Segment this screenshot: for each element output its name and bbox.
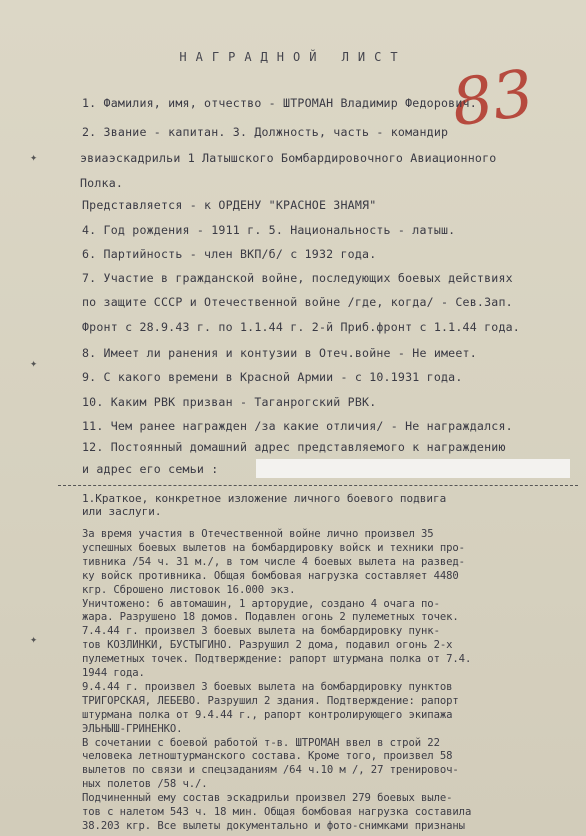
body-line: ку войск противника. Общая бомбовая нагрузка составляет 4480 bbox=[82, 569, 459, 582]
header-line: и адрес его семьи : bbox=[82, 462, 219, 476]
document-title: НАГРАДНОЙ ЛИСТ bbox=[179, 50, 407, 64]
body-line: тивника /54 ч. 31 м./, в том числе 4 боевых вылета на развед- bbox=[82, 555, 465, 568]
header-line: 8. Имеет ли ранения и контузии в Отеч.войне - Не имеет. bbox=[82, 346, 477, 360]
body-line: 1944 года. bbox=[82, 667, 145, 679]
body-line: вылетов по связи и спецзаданиям /64 ч.10 м /, 27 тренировоч- bbox=[82, 764, 459, 777]
body-line: жара. Разрушено 18 домов. Подавлен огонь 2 пулеметных точек. bbox=[82, 611, 459, 624]
header-line: 11. Чем ранее награжден /за какие отличия/ - Не награждался. bbox=[82, 419, 513, 433]
body-line: кгр. Сброшено листовок 16.000 экз. bbox=[82, 583, 296, 596]
header-line: 10. Каким РВК призван - Таганрогский РВК. bbox=[82, 395, 377, 409]
header-line: эвиаэскадрильи 1 Латышского Бомбардировочного Авиационного bbox=[80, 151, 497, 165]
punch-hole-icon: ✦ bbox=[30, 632, 38, 646]
body-line: В сочетании с боевой работой т-в. ШТРОМАН ввел в строй 22 bbox=[82, 736, 440, 749]
handwritten-number: 83 bbox=[447, 56, 539, 142]
section-title-line: или заслуги. bbox=[82, 505, 162, 518]
body-line: ных полетов /58 ч./. bbox=[82, 778, 208, 791]
body-line: ТРИГОРСКАЯ, ЛЕБЕВО. Разрушил 2 здания. Подтверждение: рапорт bbox=[82, 694, 459, 707]
header-line: 9. С какого времени в Красной Армии - с 10.1931 года. bbox=[82, 370, 463, 384]
body-line: 9.4.44 г. произвел 3 боевых вылета на бомбардировку пунктов bbox=[82, 680, 453, 693]
body-line: пулеметных точек. Подтверждение: рапорт штурмана полка от 7.4. bbox=[82, 653, 472, 666]
punch-hole-icon: ✦ bbox=[30, 356, 38, 370]
header-line: 6. Партийность - член ВКП/б/ с 1932 года. bbox=[82, 247, 377, 261]
punch-hole-icon: ✦ bbox=[30, 150, 38, 164]
header-line: 7. Участие в гражданской войне, последующих боевых действиях bbox=[82, 271, 513, 285]
body-line: тов КОЗЛИНКИ, БУСТЫГИНО. Разрушил 2 дома, подавил огонь 2-х bbox=[82, 639, 453, 652]
header-line: по защите СССР и Отечественной войне /где, когда/ - Сев.Зап. bbox=[82, 295, 513, 309]
body-line: За время участия в Отечественной войне лично произвел 35 bbox=[82, 528, 434, 540]
body-line: 38.203 кгр. Все вылеты документально и фото-снимками признаны bbox=[82, 819, 465, 832]
body-line: человека летноштурманского состава. Кроме того, произвел 58 bbox=[82, 750, 453, 763]
body-line: Уничтожено: 6 автомашин, 1 арторудие, создано 4 очага по- bbox=[82, 597, 440, 610]
header-line: 4. Год рождения - 1911 г. 5. Национальность - латыш. bbox=[82, 223, 456, 237]
header-line: 2. Звание - капитан. 3. Должность, часть - командир bbox=[82, 125, 449, 139]
section-title-line: 1.Краткое, конкретное изложение личного боевого подвига bbox=[82, 492, 447, 505]
header-line: 1. Фамилия, имя, отчество - ШТРОМАН Владимир Федорович. bbox=[82, 96, 477, 110]
header-line: Фронт с 28.9.43 г. по 1.1.44 г. 2-й Приб.фронт с 1.1.44 года. bbox=[82, 320, 520, 334]
header-line: 12. Постоянный домашний адрес представляемого к награждению bbox=[82, 440, 506, 454]
body-line: Подчиненный ему состав эскадрильи произвел 279 боевых выле- bbox=[82, 792, 453, 805]
body-line: штурмана полка от 9.4.44 г., рапорт контролирующего экипажа bbox=[82, 708, 453, 721]
redacted-address bbox=[256, 459, 570, 478]
header-line: Полка. bbox=[80, 176, 124, 190]
body-line: тов с налетом 543 ч. 18 мин. Общая бомбовая нагрузка составила bbox=[82, 806, 472, 818]
body-line: успешных боевых вылетов на бомбардировку войск и техники про- bbox=[82, 541, 465, 554]
section-divider bbox=[58, 485, 578, 486]
header-line: Представляется - к ОРДЕНУ "КРАСНОЕ ЗНАМЯ" bbox=[82, 198, 377, 212]
body-line: 7.4.44 г. произвел 3 боевых вылета на бомбардировку пунк- bbox=[82, 625, 440, 638]
body-line: ЭЛЬНЫШ-ГРИНЕНКО. bbox=[82, 722, 183, 735]
